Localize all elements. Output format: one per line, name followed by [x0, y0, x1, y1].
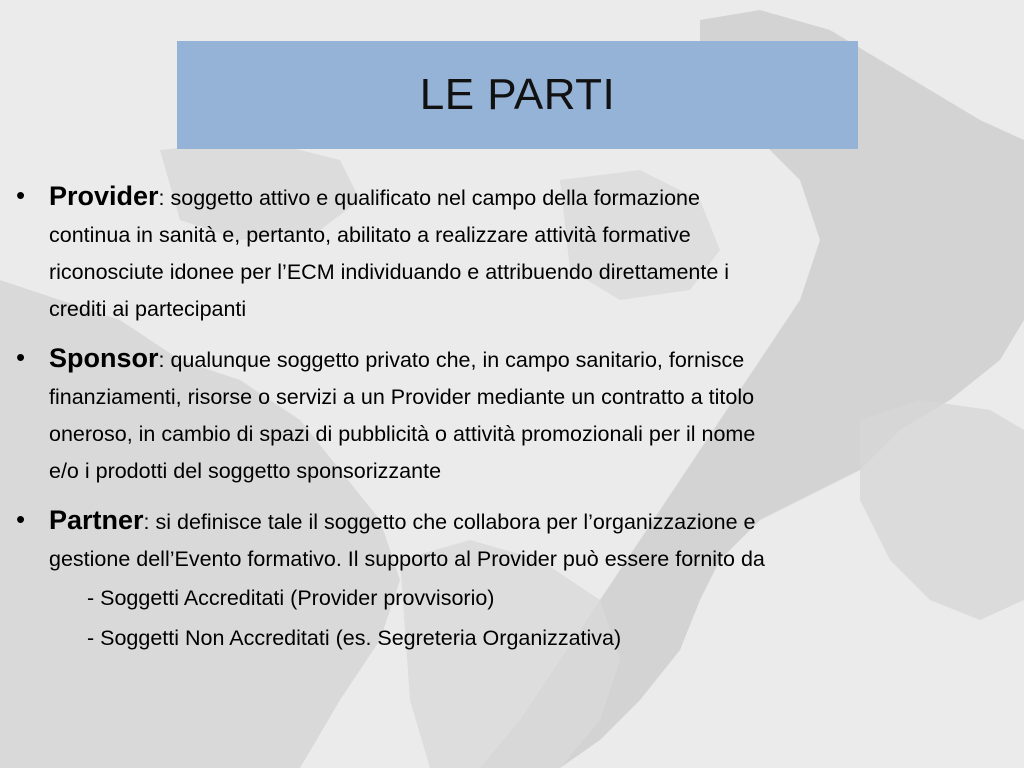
sub-item-non-accreditati: - Soggetti Non Accreditati (es. Segreteria Organizzativa) — [87, 626, 622, 650]
bullet-text-line: oneroso, in cambio di spazi di pubblicità o attività promozionali per il nome — [49, 422, 756, 446]
bullet-text-line: riconosciute idonee per l’ECM individuando e attribuendo direttamente i — [49, 260, 730, 284]
term-partner: Partner — [49, 505, 144, 535]
bullet-text-line: : soggetto attivo e qualificato nel campo della formazione — [158, 186, 700, 210]
bullet-text-line: gestione dell’Evento formativo. Il supporto al Provider può essere fornito da — [49, 547, 765, 571]
bullet-text-line: finanziamenti, risorse o servizi a un Provider mediante un contratto a titolo — [49, 385, 755, 409]
bullet-dot-icon: • — [16, 180, 26, 210]
bullet-dot-icon: • — [16, 504, 26, 534]
bullet-text-line: e/o i prodotti del soggetto sponsorizzante — [49, 459, 442, 483]
bullet-sponsor — [16, 340, 1016, 490]
term-sponsor: Sponsor — [49, 343, 159, 373]
bullet-text-line: : qualunque soggetto privato che, in campo sanitario, fornisce — [158, 348, 745, 372]
slide-content — [16, 178, 1016, 670]
bullet-dot-icon: • — [16, 342, 26, 372]
bullet-provider — [16, 178, 1016, 328]
sub-item-accreditati: - Soggetti Accreditati (Provider provvisorio) — [87, 586, 495, 610]
bullet-text-line: : si definisce tale il soggetto che collabora per l’organizzazione e — [143, 510, 756, 534]
term-provider: Provider — [49, 181, 159, 211]
bullet-text-line: continua in sanità e, pertanto, abilitato a realizzare attività formative — [49, 223, 691, 247]
bullet-text-line: crediti ai partecipanti — [49, 297, 247, 321]
slide-title: LE PARTI — [419, 70, 616, 119]
bullet-partner — [16, 502, 1016, 658]
title-box — [177, 41, 858, 149]
